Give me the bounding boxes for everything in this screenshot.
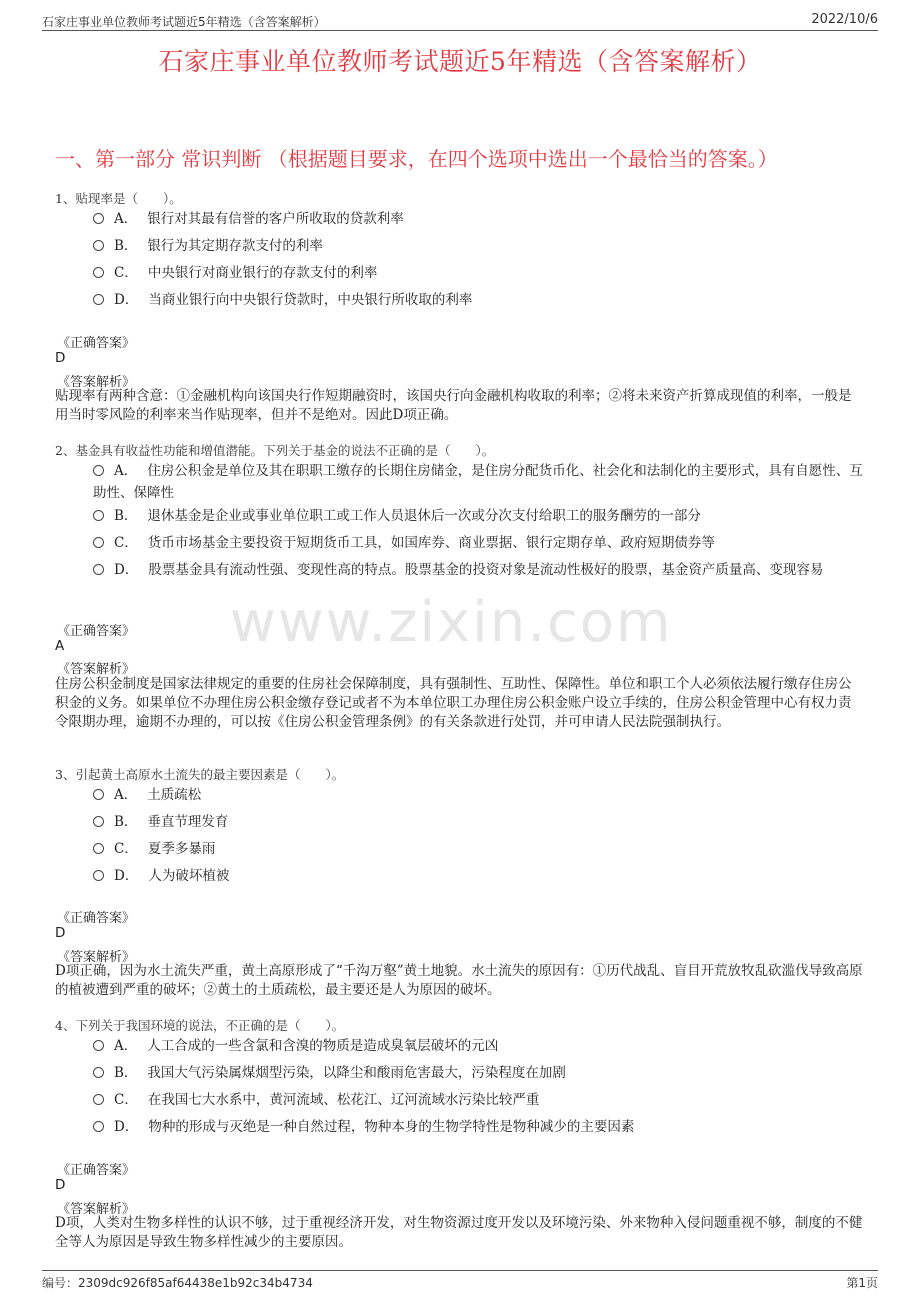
document-title: 石家庄事业单位教师考试题近5年精选（含答案解析）	[158, 47, 762, 76]
question-1-analysis: 贴现率有两种含意：①金融机构向该国央行作短期融资时，该国央行向金融机构收取的利率；②将未来资产折算成现值的利率，一般是用当时零风险的利率来当作贴现率，但并不是绝对。因此D项正确。	[55, 388, 852, 423]
question-3-option-c[interactable]: C． 夏季多暴雨	[93, 838, 863, 860]
question-4-option-a[interactable]: A． 人工合成的一些含氯和含溴的物质是造成臭氧层破坏的元凶	[93, 1035, 863, 1057]
question-1-answer: D	[55, 350, 66, 366]
watermark: www.zixin.com	[230, 590, 673, 655]
question-1-option-c[interactable]: C． 中央银行对商业银行的存款支付的利率	[93, 262, 863, 284]
radio-icon[interactable]	[93, 564, 104, 575]
radio-icon[interactable]	[93, 510, 104, 521]
page-header	[42, 12, 878, 31]
question-3-option-a[interactable]: A． 土质疏松	[93, 784, 863, 806]
question-1-text: 1、贴现率是（ ）。	[55, 191, 182, 206]
answer-analysis-label: 《答案解析》	[57, 950, 136, 965]
correct-answer-label: 《正确答案》	[57, 1163, 136, 1178]
radio-icon[interactable]	[93, 1040, 104, 1051]
section-heading: 一、第一部分 常识判断 （根据题目要求，在四个选项中选出一个最恰当的答案。）	[55, 147, 778, 171]
header-date: 2022/10/6	[811, 12, 878, 27]
question-2-option-a[interactable]: A． 住房公积金是单位及其在职职工缴存的长期住房储金，是住房分配货币化、社会化和法制化的主要形式，具有自愿性、互助性、保障性	[93, 463, 863, 501]
radio-icon[interactable]	[93, 843, 104, 854]
radio-icon[interactable]	[93, 789, 104, 800]
question-4-option-c[interactable]: C． 在我国七大水系中，黄河流域、松花江、辽河流域水污染比较严重	[93, 1089, 863, 1111]
answer-analysis-label: 《答案解析》	[57, 662, 136, 677]
question-3-analysis: D项正确，因为水土流失严重，黄土高原形成了“千沟万壑”黄土地貌。水土流失的原因有：①历代战乱、盲目开荒放牧乱砍滥伐导致高原的植被遭到严重的破坏；②黄土的土质疏松，最主要还是人为原因的破坏。	[55, 963, 863, 998]
question-3-text: 3、引起黄土高原水土流失的最主要因素是（ ）。	[55, 767, 345, 782]
question-2-option-b[interactable]: B． 退休基金是企业或事业单位职工或工作人员退休后一次或分次支付给职工的服务酬劳的一部分	[93, 505, 863, 527]
radio-icon[interactable]	[93, 267, 104, 278]
radio-icon[interactable]	[93, 1094, 104, 1105]
correct-answer-label: 《正确答案》	[57, 911, 136, 926]
radio-icon[interactable]	[93, 1067, 104, 1078]
radio-icon[interactable]	[93, 213, 104, 224]
radio-icon[interactable]	[93, 870, 104, 881]
question-4-answer: D	[55, 1177, 66, 1193]
correct-answer-label: 《正确答案》	[57, 336, 136, 351]
radio-icon[interactable]	[93, 1121, 104, 1132]
radio-icon[interactable]	[93, 240, 104, 251]
question-2-option-c[interactable]: C． 货币市场基金主要投资于短期货币工具，如国库券、商业票据、银行定期存单、政府短期债券等	[93, 532, 863, 554]
footer-page-number: 第1页	[846, 1276, 878, 1290]
radio-icon[interactable]	[93, 816, 104, 827]
correct-answer-label: 《正确答案》	[57, 624, 136, 639]
radio-icon[interactable]	[93, 465, 104, 476]
question-4-option-b[interactable]: B． 我国大气污染属煤烟型污染，以降尘和酸雨危害最大，污染程度在加剧	[93, 1062, 863, 1084]
question-1-option-b[interactable]: B． 银行为其定期存款支付的利率	[93, 235, 863, 257]
question-2-analysis: 住房公积金制度是国家法律规定的重要的住房社会保障制度，具有强制性、互助性、保障性。单位和职工个人必须依法履行缴存住房公积金的义务。如果单位不办理住房公积金缴存登记或者不为本单位职工办理住房公积金账户设立手续的，住房公积金管理中心有权力责令限期办理，逾期不办理的，可以按《住房公积金管理条例》的有关条款进行处罚，并可申请人民法院强制执行。	[55, 676, 852, 730]
page-footer	[42, 1270, 878, 1291]
radio-icon[interactable]	[93, 537, 104, 548]
question-1-option-d[interactable]: D． 当商业银行向中央银行贷款时，中央银行所收取的利率	[93, 289, 863, 311]
question-4-text: 4、下列关于我国环境的说法，不正确的是（ ）。	[55, 1018, 345, 1033]
question-4-option-d[interactable]: D． 物种的形成与灭绝是一种自然过程，物种本身的生物学特性是物种减少的主要因素	[93, 1116, 863, 1138]
question-3-answer: D	[55, 925, 66, 941]
question-4-analysis: D项，人类对生物多样性的认识不够，过于重视经济开发，对生物资源过度开发以及环境污染、外来物种入侵问题重视不够，制度的不健全等人为原因是导致生物多样性减少的主要原因。	[55, 1215, 863, 1250]
footer-code: 编号：2309dc926f85af64438e1b92c34b4734	[42, 1276, 313, 1290]
header-doc-title: 石家庄事业单位教师考试题近5年精选（含答案解析）	[42, 15, 326, 29]
answer-analysis-label: 《答案解析》	[57, 375, 136, 390]
question-2-option-d[interactable]: D． 股票基金具有流动性强、变现性高的特点。股票基金的投资对象是流动性极好的股票，基金资产质量高、变现容易	[93, 559, 863, 581]
question-1-option-a[interactable]: A． 银行对其最有信誉的客户所收取的贷款利率	[93, 208, 863, 230]
answer-analysis-label: 《答案解析》	[57, 1202, 136, 1217]
question-3-option-d[interactable]: D． 人为破坏植被	[93, 865, 863, 887]
question-2-answer: A	[55, 638, 65, 654]
question-2-text: 2、基金具有收益性功能和增值潜能。下列关于基金的说法不正确的是（ ）。	[55, 443, 495, 458]
question-3-option-b[interactable]: B． 垂直节理发育	[93, 811, 863, 833]
radio-icon[interactable]	[93, 294, 104, 305]
